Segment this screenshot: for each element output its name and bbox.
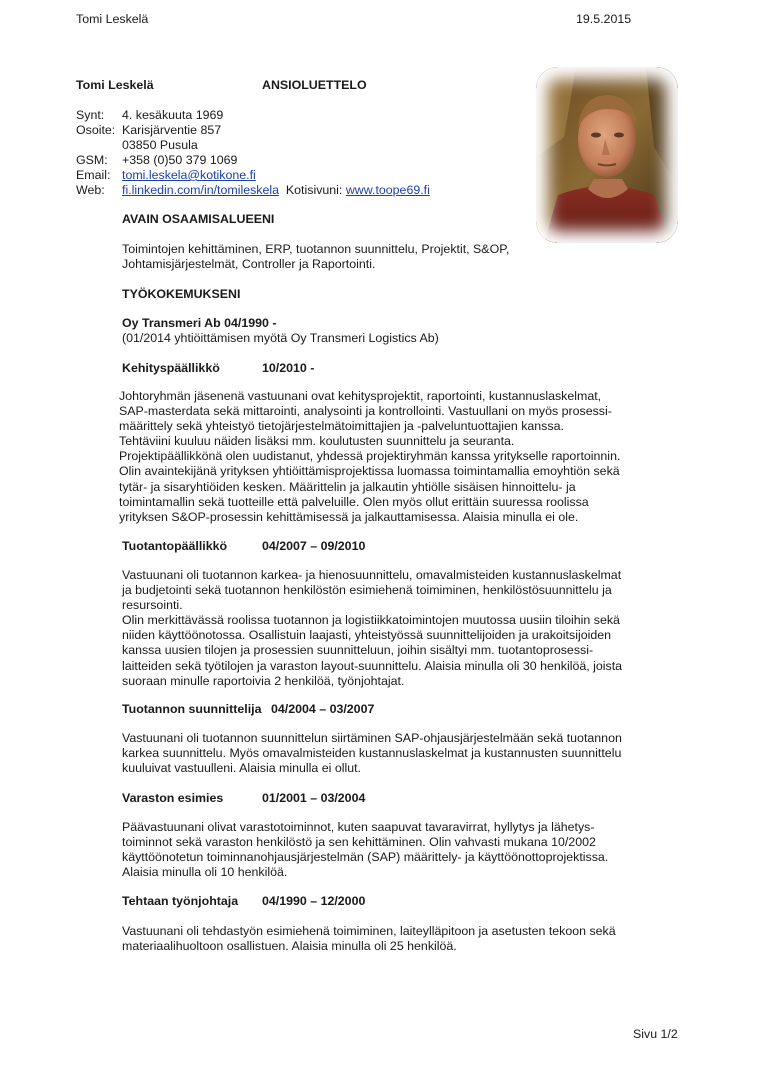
job-description-line: Alaisia minulla oli 10 henkilöä.: [122, 865, 288, 880]
address-line-2: 03850 Pusula: [122, 138, 198, 152]
cv-heading: ANSIOLUETTELO: [262, 78, 367, 92]
job-description-line: Vastuunani oli tuotannon karkea- ja hienosuunnittelu, omavalmisteiden kustannuslaskelmat: [122, 568, 622, 582]
job-description-line: Olin merkittävässä roolissa tuotannon ja logistiikkatoimintojen muutossa uusiin tiloihin sekä: [122, 613, 620, 628]
linkedin-link[interactable]: fi.linkedin.com/in/tomileskela: [122, 183, 280, 197]
job-description-line: Päävastuunani olivat varastotoiminnot, kuten saapuvat tavaravirrat, hyllytys ja lähetys-: [122, 820, 595, 834]
job-period: 04/2004 – 03/2007: [271, 702, 375, 716]
job-description-line: käyttöönotetun toiminnanohjausjärjestelmän (SAP) määrittely- ja käyttöönottoprojektissa.: [122, 850, 609, 865]
experience-heading: TYÖKOKEMUKSENI: [122, 287, 241, 301]
address-label: Osoite:: [76, 123, 116, 137]
email-link[interactable]: tomi.leskela@kotikone.fi: [122, 168, 256, 182]
company-name: Oy Transmeri Ab 04/1990 -: [122, 316, 277, 330]
job-description-line: resursointi.: [122, 598, 183, 613]
job-description-line: Johtoryhmän jäsenenä vastuunani ovat kehitysprojektit, raportointi, kustannuslaskelmat,: [119, 389, 602, 403]
skills-line: Toimintojen kehittäminen, ERP, tuotannon suunnittelu, Projektit, S&OP,: [122, 242, 510, 256]
job-description-line: materiaalihuoltoon osallistuen. Alaisia minulla oli 25 henkilöä.: [122, 939, 457, 954]
skills-text: [122, 242, 509, 272]
job-title: Varaston esimies: [122, 791, 224, 805]
gsm-label: GSM:: [76, 153, 108, 167]
job-description-line: SAP-masterdata sekä mittarointi, analysointi ja kontrollointi. Vastuullani on myös prosessi-: [119, 404, 612, 419]
job-description-line: toiminnot sekä varaston henkilöstö ja sen kehittäminen. Olin vahvasti mukana 10/2002: [122, 835, 596, 850]
job-title: Tuotannon suunnittelija: [122, 702, 262, 716]
job-description: [122, 568, 622, 689]
job-description-line: karkea suunnittelu. Myös omavalmisteiden kustannuslaskelmat ja kustannusten suunnittelu: [122, 746, 622, 761]
skills-line: Johtamisjärjestelmät, Controller ja Raportointi.: [122, 257, 376, 272]
page-number: Sivu 1/2: [633, 1027, 678, 1041]
job-description: [119, 389, 620, 525]
job-period: 04/2007 – 09/2010: [262, 539, 366, 553]
profile-photo: [536, 67, 678, 243]
job-description-line: niiden käyttöönotossa. Osallistuin laajasti, yhteistyössä suunnittelijoiden ja urakoitsijoiden: [122, 628, 612, 643]
web-row: [122, 183, 430, 198]
job-description-line: Vastuunani oli tuotannon suunnittelun siirtäminen SAP-ohjausjärjestelmään sekä tuotannon: [122, 731, 622, 745]
born-label: Synt:: [76, 108, 105, 122]
email-label: Email:: [76, 168, 111, 182]
header-date: 19.5.2015: [576, 12, 632, 26]
job-description-line: Vastuunani oli tehdastyön esimiehenä toimiminen, laiteylläpitoon ja asetusten tekoon sekä: [122, 924, 616, 938]
job-description: [122, 731, 622, 776]
gsm-value: +358 (0)50 379 1069: [122, 153, 238, 167]
job-description-line: Olin avaintekijänä yrityksen yhtiöittämisprojektissa luomassa toimintamallia emoyhtiön sekä: [119, 464, 620, 479]
job-description-line: yrityksen S&OP-prosessin kehittämisessä ja jalkauttamisessa. Alaisia minulla ei ole.: [119, 509, 579, 524]
job-description-line: määrittely sekä yhteistyö tietojärjestelmätoimittajien ja -palveluntuottajien kanssa.: [119, 419, 564, 434]
born-value: 4. kesäkuuta 1969: [122, 108, 224, 122]
job-description-line: Tehtäviini kuuluu näiden lisäksi mm. koulutusten suunnittelu ja seuranta.: [119, 434, 515, 449]
job-description-line: toimintamallin sekä tuotteille että palveluille. Olen myös ollut erittäin suuressa roolissa: [119, 494, 589, 509]
job-description-line: suoraan minulle raportoivia 2 henkilöä, työnjohtajat.: [122, 673, 405, 688]
job-description: [122, 924, 616, 954]
address-line-1: Karisjärventie 857: [122, 123, 222, 137]
job-description-line: kanssa uusien tilojen ja prosessien suunnitteluun, joihin sisältyi mm. tuotantoprosessi-: [122, 643, 594, 658]
job-period: 01/2001 – 03/2004: [262, 791, 366, 805]
homepage-label: Kotisivuni:: [285, 183, 343, 197]
job-period: 04/1990 – 12/2000: [262, 894, 366, 908]
job-period: 10/2010 -: [262, 361, 315, 375]
company-note: (01/2014 yhtiöittämisen myötä Oy Transmeri Logistics Ab): [122, 331, 439, 345]
job-description-line: ja budjetointi sekä tuotannon henkilöstön esimiehenä toimiminen, henkilöstösuunnittelu ja: [122, 583, 612, 598]
job-description-line: tytär- ja sisaryhtiöiden kesken. Määrittelin ja jalkautin yhtiölle sisäisen hinnoittelu- ja: [119, 479, 576, 494]
homepage-link[interactable]: www.toope69.fi: [345, 183, 430, 197]
header-name: Tomi Leskelä: [76, 12, 149, 26]
job-title: Kehityspäällikkö: [122, 361, 220, 375]
job-description-line: laitteiden sekä työtilojen ja varaston layout-suunnittelu. Alaisia minulla oli 30 henkilöä, joista: [122, 658, 623, 673]
cv-name: Tomi Leskelä: [76, 78, 154, 92]
job-description-line: kuuluivat vastuulleni. Alaisia minulla ei ollut.: [122, 761, 361, 776]
skills-heading: AVAIN OSAAMISALUEENI: [122, 212, 275, 226]
job-description-line: Projektipäällikkönä olen uudistanut, yhdessä projektiryhmän kanssa yritykselle raportoinnin.: [119, 449, 621, 464]
job-description: [122, 820, 608, 880]
job-title: Tuotantopäällikkö: [122, 539, 228, 553]
job-title: Tehtaan työnjohtaja: [122, 894, 239, 908]
web-label: Web:: [76, 183, 105, 197]
